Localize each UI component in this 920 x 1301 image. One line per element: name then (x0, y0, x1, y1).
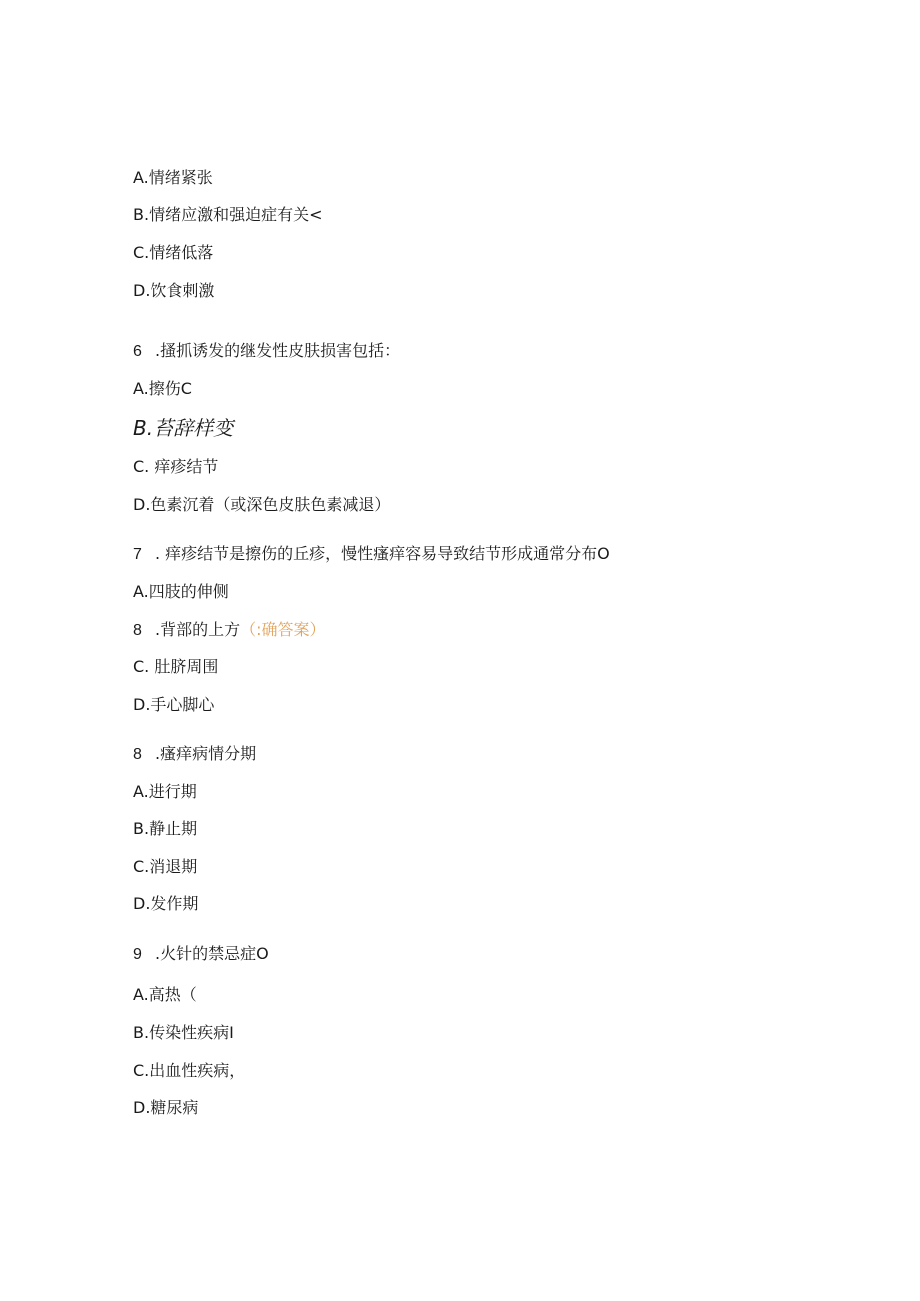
q7-option-a: A.四肢的伸侧 (133, 582, 229, 601)
q8-number: 8 (133, 746, 142, 763)
q7-stem-line (133, 544, 610, 565)
q5-option-c: C.情绪低落 (133, 243, 214, 262)
q7-line8-number: 8 (133, 622, 142, 639)
q7-option-b-line (133, 620, 326, 641)
q6-number: 6 (133, 343, 142, 360)
q5-option-b: B.情绪应激和强迫症有关< (133, 205, 323, 224)
q6-option-a: A.擦伤C (133, 379, 192, 398)
q8-option-a: A.进行期 (133, 782, 197, 801)
q5-option-d: D.饮食刺激 (133, 281, 215, 300)
q7-option-c: C. 肚脐周围 (133, 657, 219, 676)
q9-number: 9 (133, 946, 142, 963)
q9-option-a: A.高热（ (133, 985, 197, 1004)
q6-option-d: D.色素沉着（或深色皮肤色素减退） (133, 495, 391, 514)
q9-stem: .火针的禁忌症O (155, 944, 269, 963)
q8-stem-line (133, 744, 256, 765)
q6-stem: .搔抓诱发的继发性皮肤损害包括： (155, 341, 401, 360)
q8-option-b: B.静止期 (133, 819, 198, 838)
q9-option-c: C.出血性疾病， (133, 1061, 246, 1080)
q8-option-d: D.发作期 (133, 894, 199, 913)
q9-option-b: B.传染性疾病I (133, 1023, 234, 1042)
q6-option-b: B.苔辞样变 (133, 416, 234, 440)
q9-option-d: D.糖尿病 (133, 1098, 199, 1117)
q7-option-d: D.手心脚心 (133, 695, 215, 714)
q8-option-c: C.消退期 (133, 857, 198, 876)
answer-hint: （:确答案） (240, 620, 326, 639)
q7-stem: . 痒疹结节是擦伤的丘疹，慢性瘙痒容易导致结节形成通常分布O (155, 544, 610, 563)
q7-number: 7 (133, 546, 142, 563)
q6-option-c: C. 痒疹结节 (133, 457, 219, 476)
q7-line8-text: .背部的上方 (155, 620, 241, 639)
q5-option-a: A.情绪紧张 (133, 168, 213, 187)
q9-stem-line (133, 944, 269, 965)
q8-stem: .瘙痒病情分期 (155, 744, 257, 763)
q6-stem-line (133, 341, 400, 362)
